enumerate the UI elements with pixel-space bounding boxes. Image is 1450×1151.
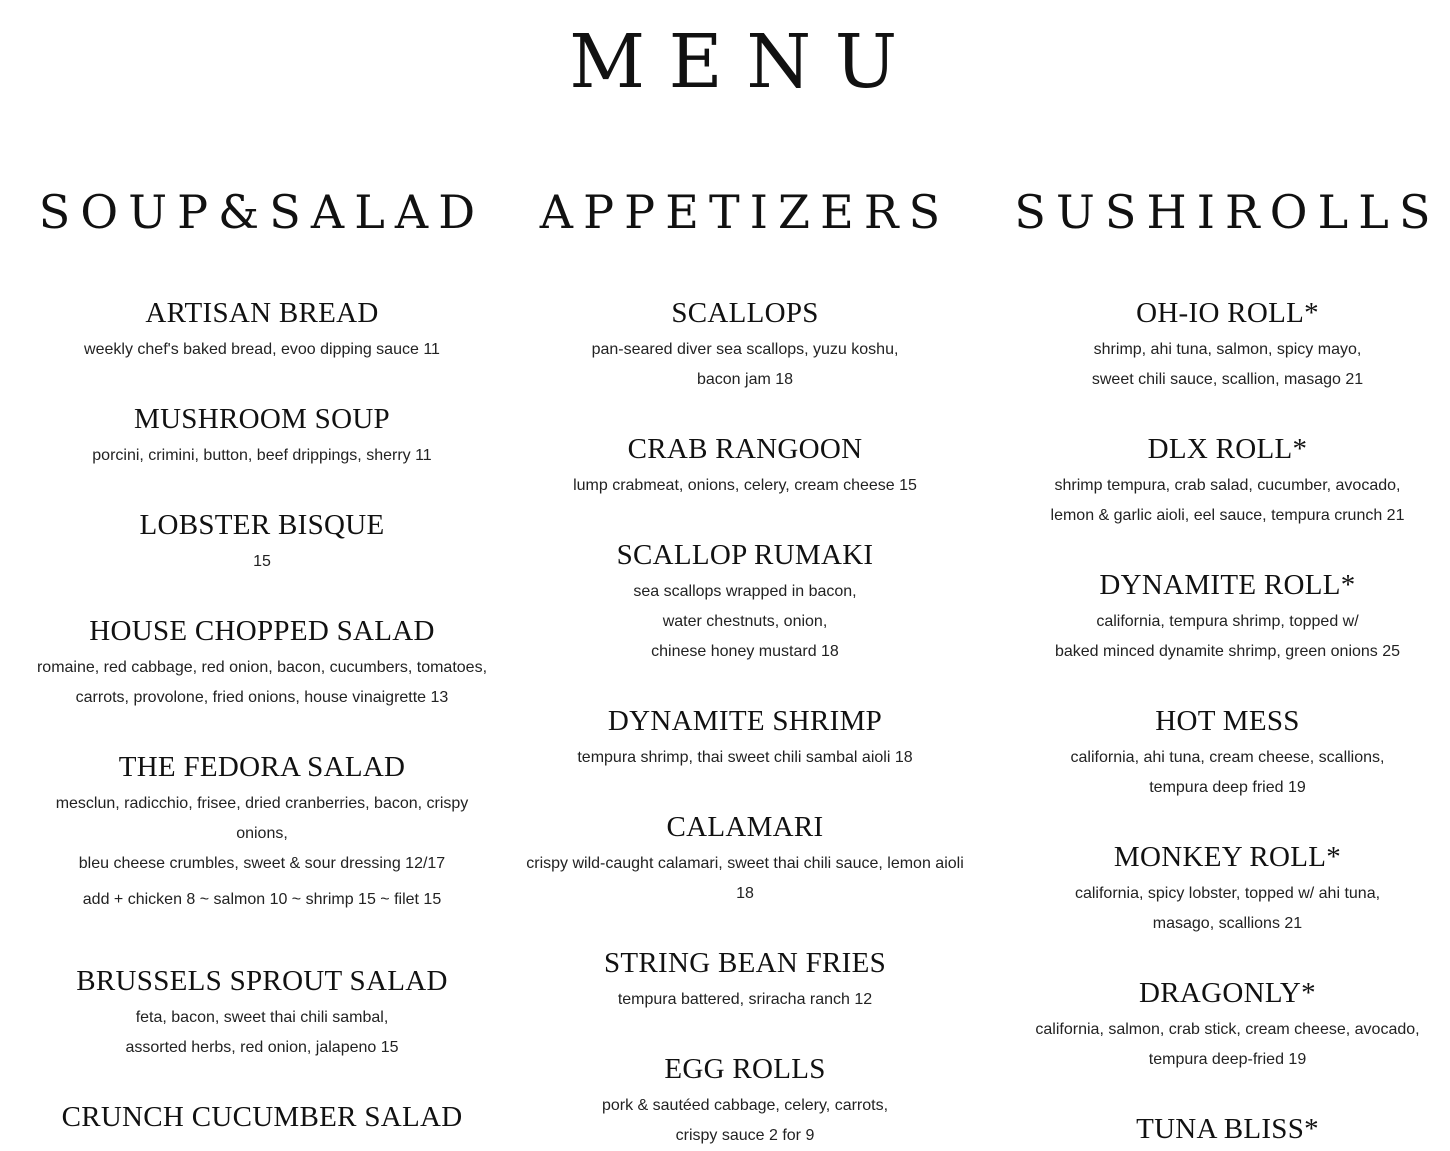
- menu-item: [1020, 1111, 1435, 1147]
- description-line: assorted herbs, red onion, jalapeno 15: [125, 1039, 399, 1056]
- description-line: tempura deep fried 19: [1149, 779, 1306, 796]
- description-line: mesclun, radicchio, frisee, dried cranberries, bacon, crispy: [55, 795, 469, 812]
- menu-item-name: HOUSE CHOPPED SALAD: [89, 615, 435, 647]
- description-line: sweet chili sauce, scallion, masago 21: [1091, 371, 1364, 388]
- menu-item-name: SCALLOPS: [671, 297, 819, 329]
- description-line: weekly chef's baked bread, evoo dipping sauce 11: [84, 341, 440, 358]
- menu-items: [505, 295, 985, 1151]
- menu-item-name: CALAMARI: [666, 811, 824, 843]
- menu-item: [1020, 839, 1435, 939]
- description-line: shrimp tempura, crab salad, cucumber, avocado,: [1054, 477, 1401, 494]
- add-ons-note: add + chicken 8 ~ salmon 10 ~ shrimp 15 ~ filet 15: [82, 891, 442, 908]
- menu-item-name: HOT MESS: [1155, 705, 1300, 737]
- menu-items: [1020, 295, 1435, 1147]
- description-line: lump crabmeat, onions, celery, cream cheese 15: [573, 477, 917, 494]
- menu-item-name: BRUSSELS SPROUT SALAD: [76, 965, 448, 997]
- menu-item-name: DYNAMITE ROLL*: [1099, 569, 1356, 601]
- menu-item: [505, 537, 985, 667]
- menu-items: [22, 295, 502, 1135]
- section-title: SUSHIROLLS: [1014, 185, 1441, 239]
- description-line: pan-seared diver sea scallops, yuzu koshu,: [591, 341, 899, 358]
- description-line: california, ahi tuna, cream cheese, scallions,: [1070, 749, 1385, 766]
- description-line: feta, bacon, sweet thai chili sambal,: [135, 1009, 389, 1026]
- menu-item: [505, 945, 985, 1015]
- menu-item-description: [22, 789, 502, 879]
- description-line: romaine, red cabbage, red onion, bacon, cucumbers, tomatoes,: [36, 659, 488, 676]
- description-line: masago, scallions 21: [1152, 915, 1303, 932]
- menu-item: [22, 963, 502, 1063]
- menu-item-description: [1020, 1015, 1435, 1075]
- menu-item-description: [505, 577, 985, 667]
- description-line: tempura deep-fried 19: [1148, 1051, 1307, 1068]
- menu-item: [22, 507, 502, 577]
- menu-item-description: [22, 1003, 502, 1063]
- menu-item-description: [1020, 879, 1435, 939]
- menu-item-description: [22, 653, 502, 713]
- menu-item-description: [1020, 743, 1435, 803]
- menu-item-description: [505, 985, 985, 1015]
- section-title: SOUP&SALAD: [38, 185, 486, 239]
- description-line: chinese honey mustard 18: [651, 643, 839, 660]
- menu-item-name: THE FEDORA SALAD: [118, 751, 406, 783]
- menu-item-name: SCALLOP RUMAKI: [616, 539, 874, 571]
- description-line: california, spicy lobster, topped w/ ahi tuna,: [1074, 885, 1381, 902]
- menu-item: [505, 431, 985, 501]
- description-line: bleu cheese crumbles, sweet & sour dressing 12/17: [78, 855, 446, 872]
- description-line: bacon jam 18: [696, 371, 794, 388]
- menu-item: [1020, 703, 1435, 803]
- menu-item-name: DRAGONLY*: [1139, 977, 1316, 1009]
- menu-item-description: [22, 335, 502, 365]
- description-line: onions,: [236, 825, 288, 842]
- menu-item-description: [505, 1091, 985, 1151]
- menu-item: [505, 295, 985, 395]
- description-line: lemon & garlic aioli, eel sauce, tempura crunch 21: [1050, 507, 1405, 524]
- section-title: APPETIZERS: [539, 185, 951, 239]
- description-line: sea scallops wrapped in bacon,: [633, 583, 857, 600]
- page-title: MENU: [569, 19, 921, 105]
- menu-item-description: [1020, 471, 1435, 531]
- menu-item: [22, 749, 502, 915]
- menu-item-description: [505, 849, 985, 909]
- description-line: california, tempura shrimp, topped w/: [1096, 613, 1359, 630]
- menu-item-description: [22, 547, 502, 577]
- description-line: water chestnuts, onion,: [662, 613, 828, 630]
- description-line: tempura battered, sriracha ranch 12: [617, 991, 873, 1008]
- menu-item-name: MONKEY ROLL*: [1113, 841, 1342, 873]
- menu-item-description: [505, 743, 985, 773]
- menu-item: [22, 613, 502, 713]
- menu-item-name: MUSHROOM SOUP: [134, 403, 390, 435]
- description-line: 15: [253, 553, 271, 570]
- menu-item: [505, 703, 985, 773]
- description-line: porcini, crimini, button, beef drippings, sherry 11: [92, 447, 432, 464]
- menu-item: [22, 295, 502, 365]
- description-line: shrimp, ahi tuna, salmon, spicy mayo,: [1093, 341, 1362, 358]
- menu-item: [505, 809, 985, 909]
- menu-item-name: CRAB RANGOON: [627, 433, 863, 465]
- menu-item-description: [505, 335, 985, 395]
- menu-item: [22, 1099, 502, 1135]
- description-line: baked minced dynamite shrimp, green onions 25: [1054, 643, 1401, 660]
- menu-item-name: ARTISAN BREAD: [145, 297, 379, 329]
- menu-item: [1020, 975, 1435, 1075]
- menu-item-description: [1020, 607, 1435, 667]
- menu-item-name: STRING BEAN FRIES: [603, 947, 887, 979]
- description-line: pork & sautéed cabbage, celery, carrots,: [601, 1097, 889, 1114]
- description-line: crispy sauce 2 for 9: [675, 1127, 815, 1144]
- description-line: 18: [736, 885, 754, 902]
- description-line: crispy wild-caught calamari, sweet thai chili sauce, lemon aioli: [526, 855, 964, 872]
- menu-item-name: EGG ROLLS: [664, 1053, 826, 1085]
- menu-item-name: CRUNCH CUCUMBER SALAD: [61, 1101, 463, 1133]
- menu-item: [505, 1051, 985, 1151]
- description-line: tempura shrimp, thai sweet chili sambal aioli 18: [577, 749, 913, 766]
- menu-item-name: LOBSTER BISQUE: [139, 509, 385, 541]
- menu-item-name: TUNA BLISS*: [1136, 1113, 1319, 1145]
- menu-item: [1020, 431, 1435, 531]
- description-line: carrots, provolone, fried onions, house vinaigrette 13: [75, 689, 449, 706]
- menu-item-description: [1020, 335, 1435, 395]
- menu-item: [22, 401, 502, 471]
- menu-item-name: DLX ROLL*: [1147, 433, 1308, 465]
- menu-item: [1020, 295, 1435, 395]
- menu-item: [1020, 567, 1435, 667]
- description-line: california, salmon, crab stick, cream cheese, avocado,: [1035, 1021, 1420, 1038]
- menu-item-name: DYNAMITE SHRIMP: [607, 705, 883, 737]
- menu-item-description: [22, 441, 502, 471]
- menu-item-name: OH-IO ROLL*: [1136, 297, 1319, 329]
- menu-item-description: [505, 471, 985, 501]
